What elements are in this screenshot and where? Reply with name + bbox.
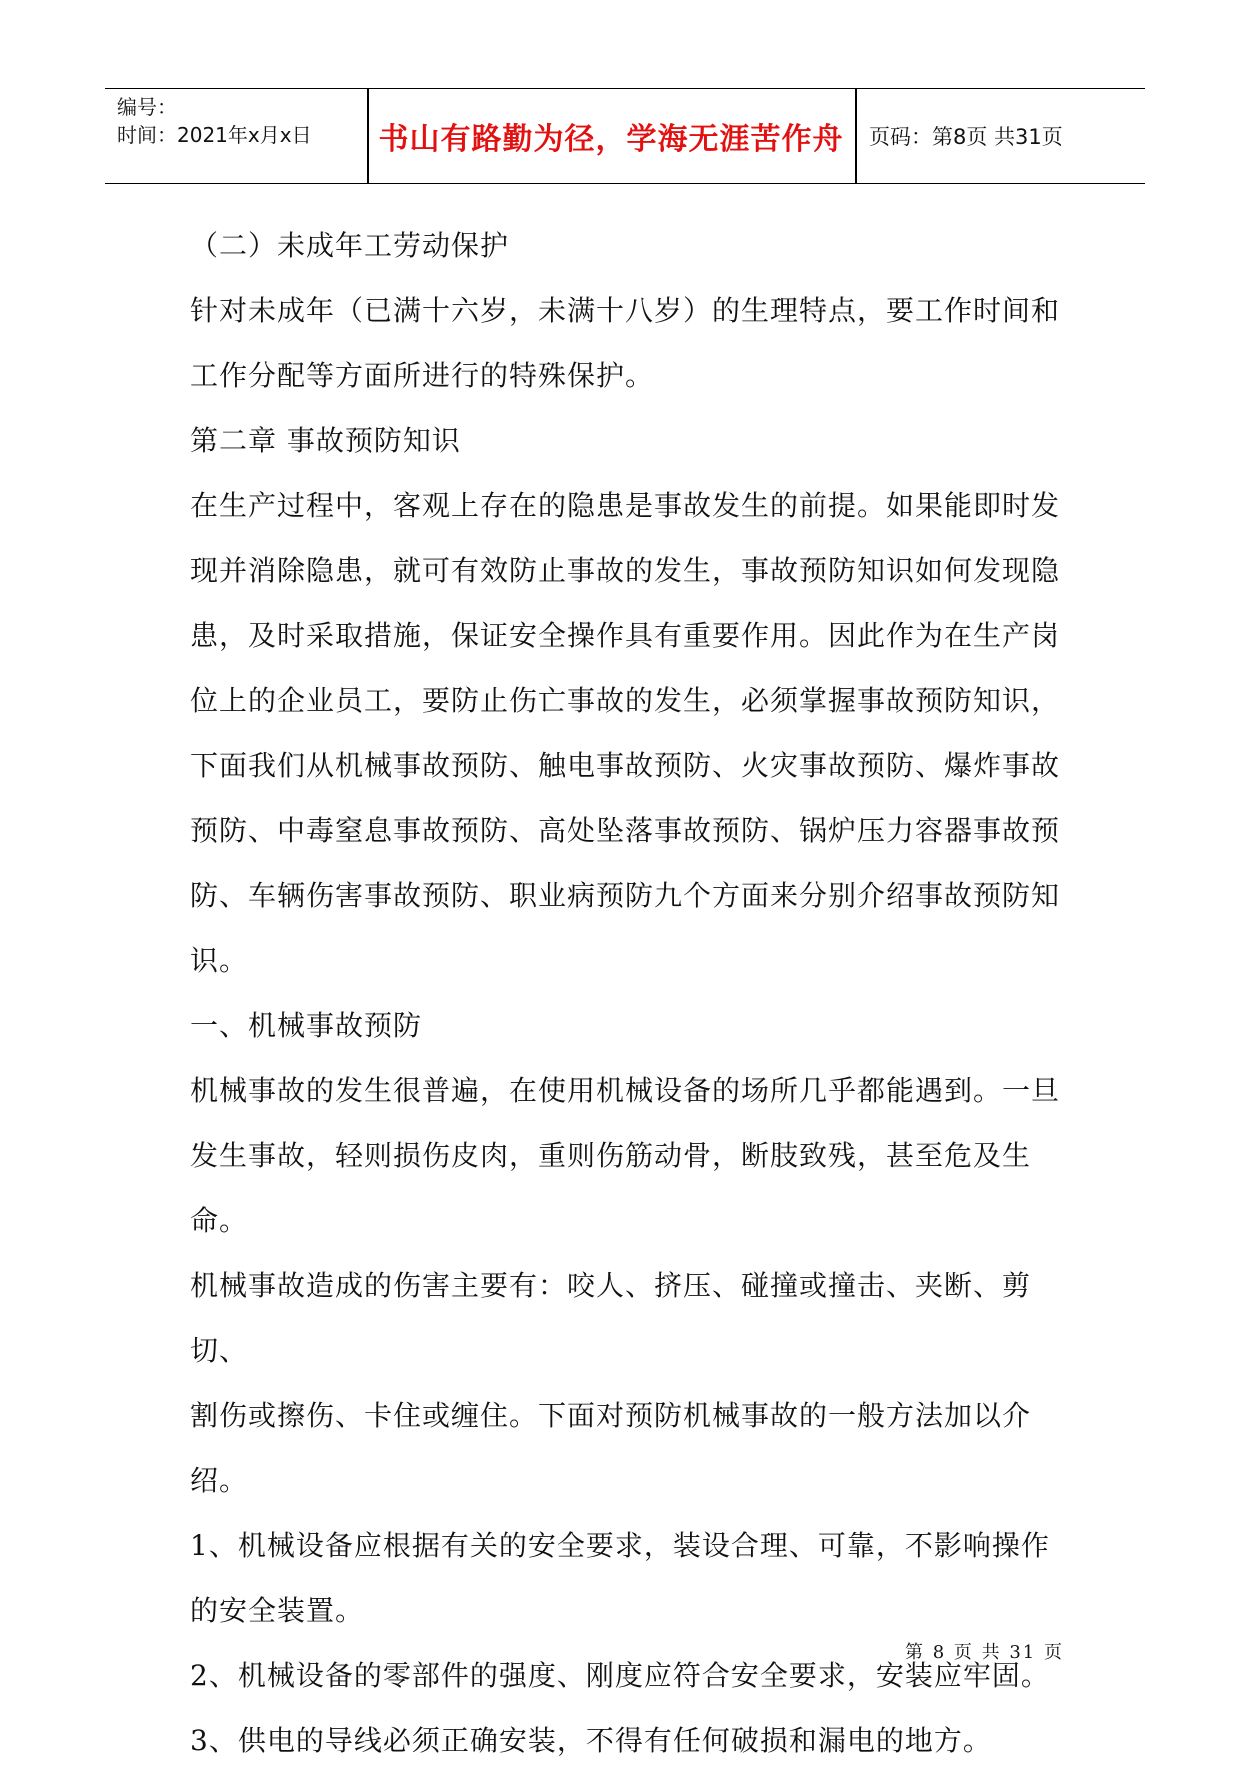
- chapter-heading: 第二章 事故预防知识: [190, 424, 461, 457]
- body-line: 机械事故的发生很普遍，在使用机械设备的场所几乎都能遇到。一旦: [190, 1074, 1061, 1107]
- body-line: 针对未成年（已满十六岁，未满十八岁）的生理特点，要工作时间和: [190, 294, 1061, 327]
- header-motto: 书山有路勤为径，学海无涯苦作舟: [378, 122, 844, 157]
- date-label: 时间：2021年x月x日: [117, 123, 312, 147]
- body-line: 割伤或擦伤、卡住或缠住。下面对预防机械事故的一般方法加以介绍。: [190, 1399, 1032, 1497]
- body-line: 患，及时采取措施，保证安全操作具有重要作用。因此作为在生产岗: [190, 619, 1061, 652]
- page-header: [105, 88, 1145, 184]
- section-heading: 一、机械事故预防: [190, 1009, 423, 1042]
- header-divider-right: [855, 89, 857, 183]
- body-line: 防、车辆伤害事故预防、职业病预防九个方面来分别介绍事故预防知: [190, 879, 1061, 912]
- header-meta: [117, 93, 367, 149]
- body-line: 发生事故，轻则损伤皮肉，重则伤筋动骨，断肢致残，甚至危及生命。: [190, 1139, 1032, 1237]
- list-item: 2、机械设备的零部件的强度、刚度应符合安全要求，安装应牢固。: [190, 1659, 1050, 1692]
- body-line: 位上的企业员工，要防止伤亡事故的发生，必须掌握事故预防知识，: [190, 684, 1061, 717]
- list-item: 3、供电的导线必须正确安装，不得有任何破损和漏电的地方。: [190, 1724, 992, 1757]
- body-line: 在生产过程中，客观上存在的隐患是事故发生的前提。如果能即时发: [190, 489, 1061, 522]
- serial-number-label: 编号：: [117, 95, 177, 119]
- body-line: 预防、中毒窒息事故预防、高处坠落事故预防、锅炉压力容器事故预: [190, 814, 1061, 847]
- body-line: 下面我们从机械事故预防、触电事故预防、火灾事故预防、爆炸事故: [190, 749, 1061, 782]
- body-line: 工作分配等方面所进行的特殊保护。: [190, 359, 655, 392]
- list-item: 1、机械设备应根据有关的安全要求，装设合理、可靠，不影响操作: [190, 1529, 1050, 1562]
- body-line: 现并消除隐患，就可有效防止事故的发生，事故预防知识如何发现隐: [190, 554, 1061, 587]
- section-heading: （二）未成年工劳动保护: [190, 229, 510, 262]
- list-item-continuation: 的安全装置。: [190, 1594, 365, 1627]
- header-page-number: 页码：第8页 共31页: [869, 125, 1063, 149]
- body-line: 识。: [190, 944, 249, 977]
- document-body: [190, 213, 1070, 1773]
- body-line: 机械事故造成的伤害主要有：咬人、挤压、碰撞或撞击、夹断、剪切、: [190, 1269, 1032, 1367]
- page-footer: 第 8 页 共 31 页: [905, 1642, 1064, 1663]
